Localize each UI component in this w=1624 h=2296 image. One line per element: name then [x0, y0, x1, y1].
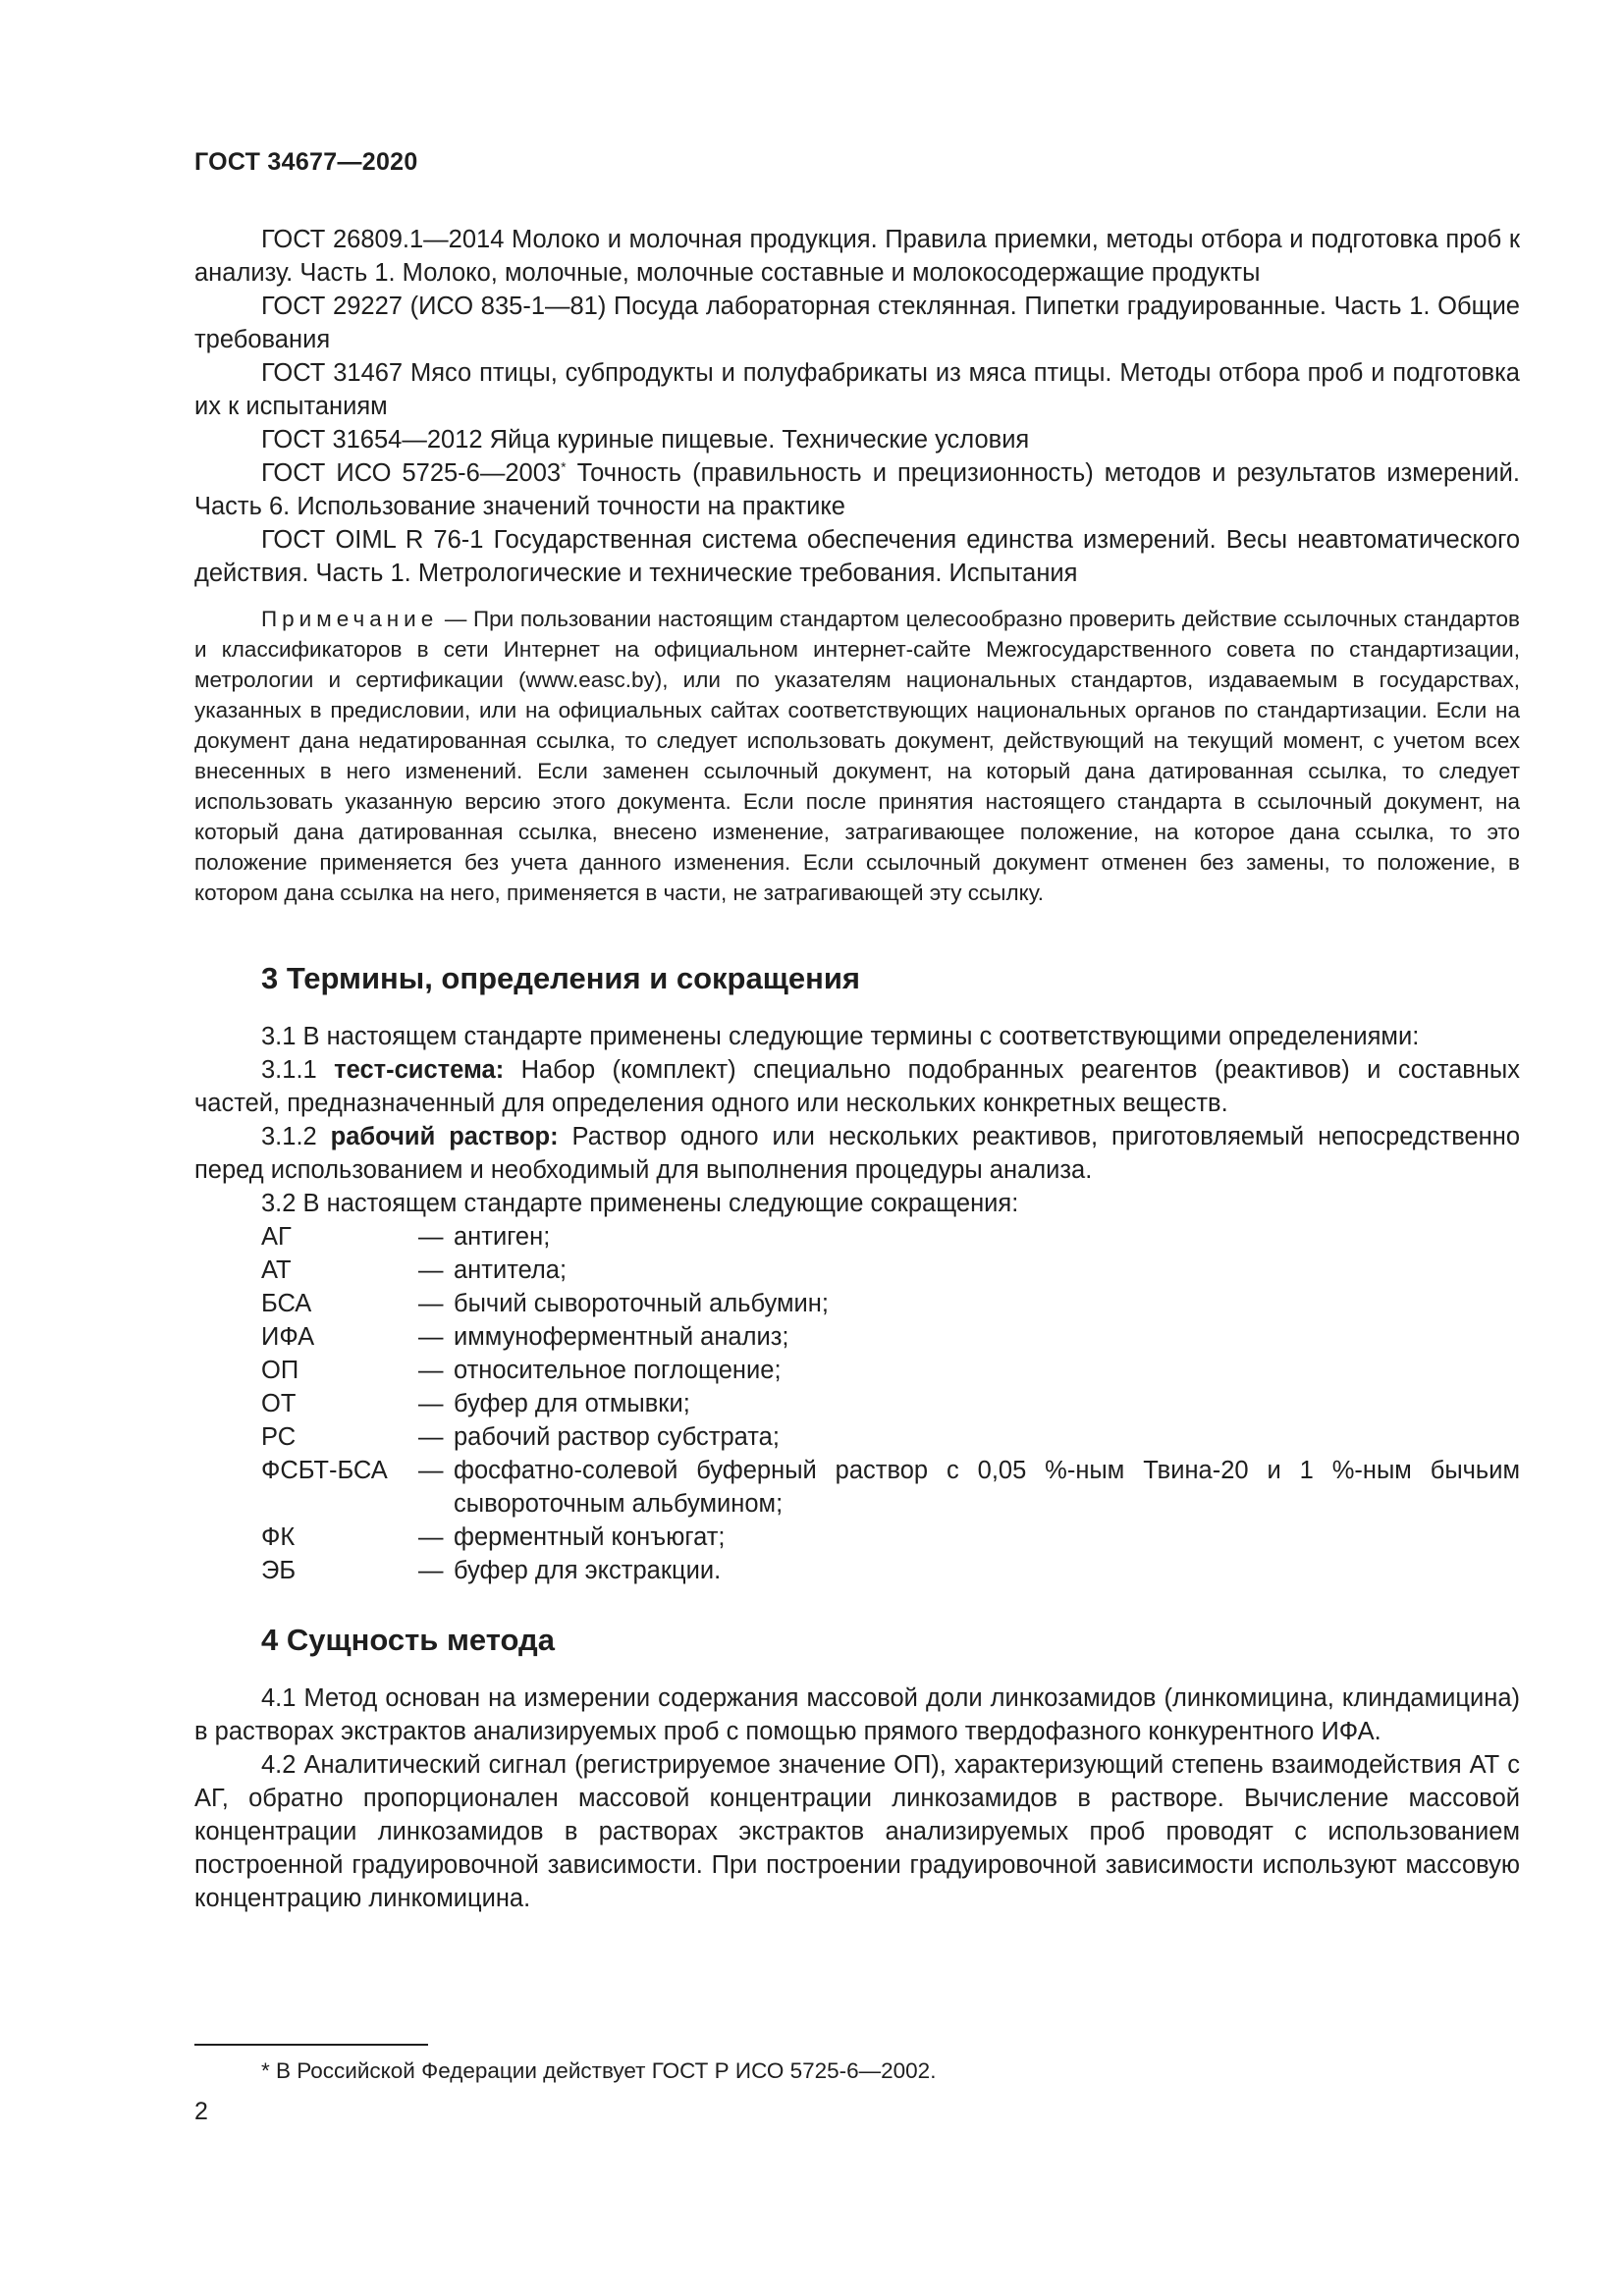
abbreviation-key: АГ — [261, 1223, 292, 1251]
abbreviation-value: иммуноферментный анализ; — [454, 1323, 789, 1351]
reference-gost-31654: ГОСТ 31654—2012 Яйца куриные пищевые. Технические условия — [261, 426, 1030, 454]
clause-3-1: 3.1 В настоящем стандарте применены следующие термины с соответствующими определениями: — [261, 1023, 1420, 1050]
clause-3-1-2 — [194, 1120, 1520, 1187]
page-number: 2 — [194, 2098, 208, 2125]
footnote: * В Российской Федерации действует ГОСТ Р ИСО 5725-6—2002. — [261, 2058, 937, 2083]
abbreviation-value: бычий сывороточный альбумин; — [454, 1290, 829, 1317]
page-body — [194, 223, 1520, 1915]
term-definition: Раствор одного или нескольких реактивов, приготовляемый непосредственно перед использованием и необходимый для выполнения процедуры анализа. — [194, 1123, 1521, 1184]
abbreviation-key: БСА — [261, 1290, 312, 1317]
note-text: — При пользовании настоящим стандартом целесообразно проверить действие ссылочных стандартов и классификаторов в сети Интернет на официальном интернет-сайте Межгосударственного совета по стандартизации, метрологии и сертификации (www.easc.by), или по указателям национальных стандартов, издаваемым в государствах, указанных в предисловии, или на официальных сайтах соответствующих национальных органов по стандартизации. Если на документ дана недатированная ссылка, то следует использовать документ, действующий на текущий момент, с учетом всех внесенных в него изменений. Если заменен ссылочный документ, на который дана датированная ссылка, то следует использовать указанную версию этого документа. Если после принятия настоящего стандарта в ссылочный документ, на который дана датированная ссылка, внесено изменение, затрагивающее положение, на которое дана ссылка, то это положение применяется без учета данного изменения. Если ссылочный документ отменен без замены, то положение, в котором дана ссылка на него, применяется в части, не затрагивающей эту ссылку. — [194, 607, 1520, 905]
clause-number: 3.1.2 — [261, 1123, 331, 1150]
dash: — — [418, 1457, 444, 1484]
term-test-system: тест-система: — [334, 1056, 505, 1084]
abbreviation-row — [261, 1287, 1520, 1320]
reference-gost-31467: ГОСТ 31467 Мясо птицы, субпродукты и полуфабрикаты из мяса птицы. Методы отбора проб и подготовка их к испытаниям — [194, 359, 1520, 420]
clause-4-1: 4.1 Метод основан на измерении содержания массовой доли линкозамидов (линкомицина, клиндамицина) в растворах экстрактов анализируемых проб с помощью прямого твердофазного конкурентного ИФА. — [194, 1684, 1520, 1745]
abbreviation-value: рабочий раствор субстрата; — [454, 1423, 780, 1451]
dash: — — [418, 1557, 444, 1584]
abbreviation-key: АТ — [261, 1256, 292, 1284]
reference-gost-29227: ГОСТ 29227 (ИСО 835-1—81) Посуда лабораторная стеклянная. Пипетки градуированные. Часть 1. Общие требования — [194, 293, 1520, 353]
abbreviation-key: ФК — [261, 1523, 296, 1551]
abbreviation-key: ЭБ — [261, 1557, 297, 1584]
abbreviation-row — [261, 1354, 1520, 1387]
section-4-title: 4 Сущность метода — [261, 1623, 555, 1657]
abbreviation-value: ферментный конъюгат; — [454, 1523, 726, 1551]
clause-3-2: 3.2 В настоящем стандарте применены следующие сокращения: — [261, 1190, 1019, 1217]
reference-gost-iso-5725-6 — [194, 456, 1520, 523]
abbreviation-key: ФСБТ-БСА — [261, 1457, 388, 1484]
abbreviation-value: фосфатно-солевой буферный раствор с 0,05 %-ным Твина-20 и 1 %-ным бычьим сывороточным альбумином; — [454, 1457, 1520, 1518]
abbreviation-row — [261, 1554, 1520, 1587]
note-paragraph — [194, 604, 1520, 908]
abbreviation-value: буфер для отмывки; — [454, 1390, 690, 1417]
reference-title: Точность (правильность и прецизионность) методов и результатов измерений. Часть 6. Использование значений точности на практике — [194, 459, 1520, 520]
abbreviation-row — [261, 1420, 1520, 1454]
dash: — — [418, 1223, 444, 1251]
reference-gost-26809: ГОСТ 26809.1—2014 Молоко и молочная продукция. Правила приемки, методы отбора и подготовка проб к анализу. Часть 1. Молоко, молочные, молочные составные и молокосодержащие продукты — [194, 226, 1520, 287]
dash: — — [418, 1423, 444, 1451]
abbreviation-row — [261, 1220, 1520, 1254]
clause-4-2: 4.2 Аналитический сигнал (регистрируемое значение ОП), характеризующий степень взаимодействия АТ с АГ, обратно пропорционален массовой концентрации линкозамидов в растворе. Вычисление массовой концентрации линкозамидов в растворах экстрактов анализируемых проб проводят с использованием построенной градуировочной зависимости. При построении градуировочной зависимости используют массовую концентрацию линкомицина. — [194, 1751, 1520, 1912]
abbreviation-key: РС — [261, 1423, 297, 1451]
abbreviation-row — [261, 1320, 1520, 1354]
abbreviation-value: относительное поглощение; — [454, 1357, 782, 1384]
abbreviation-row — [261, 1521, 1520, 1554]
clause-number: 3.1.1 — [261, 1056, 335, 1084]
abbreviation-value: антиген; — [454, 1223, 551, 1251]
term-definition: Набор (комплект) специально подобранных реагентов (реактивов) и составных частей, предназначенный для определения одного или нескольких конкретных веществ. — [194, 1056, 1520, 1117]
section-3-title: 3 Термины, определения и сокращения — [261, 961, 860, 995]
abbreviation-value: антитела; — [454, 1256, 568, 1284]
dash: — — [418, 1390, 444, 1417]
clause-3-1-1 — [194, 1053, 1520, 1120]
dash: — — [418, 1523, 444, 1551]
dash: — — [418, 1256, 444, 1284]
term-working-solution: рабочий раствор: — [330, 1123, 559, 1150]
abbreviation-list — [194, 1220, 1520, 1587]
reference-gost-oiml: ГОСТ OIML R 76-1 Государственная система обеспечения единства измерений. Весы неавтоматического действия. Часть 1. Метрологические и технические требования. Испытания — [194, 526, 1520, 587]
dash: — — [418, 1290, 444, 1317]
document-code-header: ГОСТ 34677—2020 — [194, 148, 418, 176]
abbreviation-key: ОП — [261, 1357, 299, 1384]
dash: — — [418, 1323, 444, 1351]
reference-code: ГОСТ ИСО 5725-6—2003 — [261, 459, 562, 487]
dash: — — [418, 1357, 444, 1384]
footnote-divider — [194, 2044, 428, 2046]
abbreviation-key: ОТ — [261, 1390, 297, 1417]
abbreviation-key: ИФА — [261, 1323, 315, 1351]
abbreviation-row — [261, 1454, 1520, 1521]
footnote-mark: * — [561, 458, 567, 475]
abbreviation-row — [261, 1254, 1520, 1287]
note-label: Примечание — [261, 607, 439, 631]
abbreviation-value: буфер для экстракции. — [454, 1557, 722, 1584]
abbreviation-row — [261, 1387, 1520, 1420]
